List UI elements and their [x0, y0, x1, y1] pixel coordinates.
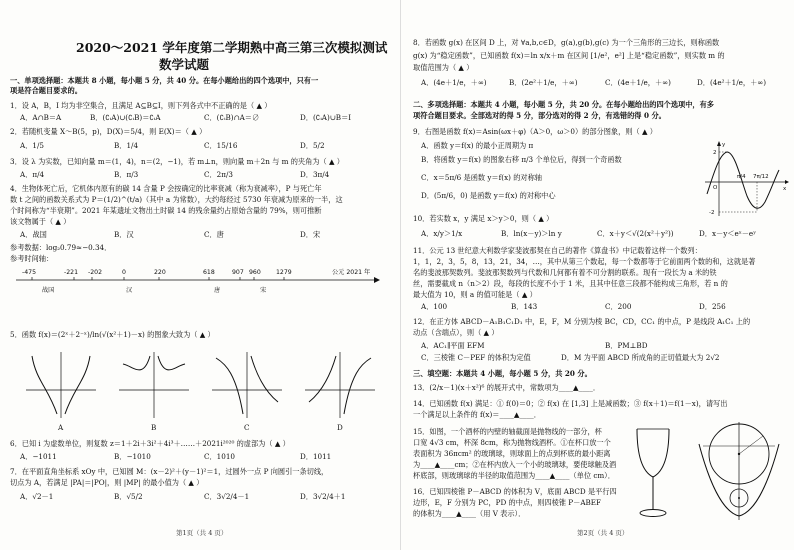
era-label: 宋 — [260, 287, 267, 294]
tick-label: 960 — [249, 269, 261, 276]
page-2-footer: 第2页（共 4 页） — [577, 529, 629, 537]
q7-option-c: C．3√2/4－1 — [204, 492, 250, 501]
q9-option-c: C．x＝5π/6 是函数 y＝f(x) 的对称轴 — [421, 173, 542, 182]
q7-stem-2: 切点为 A，若满足 |PA|＝|PO|，则 |MP| 的最小值为（ ▲ ） — [10, 478, 204, 487]
q11-stem-3: 名的斐波那契数列。斐波那契数列与代数和几何都有着不可分割的联系。现有一段长为 a 米的铁 — [413, 268, 717, 277]
era-label: 汉 — [126, 287, 133, 294]
q1-option-b: B．(∁ᵢA)∪(∁ᵢB)＝∁ᵢA — [90, 113, 161, 122]
q8-option-b: B．(2e²＋1/e，＋∞) — [509, 78, 578, 87]
timeline-end-label: 公元 2021 年 — [332, 269, 371, 276]
q7-option-b: B．√5/2 — [114, 492, 143, 501]
q1-option-c: C．(∁ᵢB)∩A＝∅ — [204, 113, 260, 122]
q3-option-c: C．2π/3 — [204, 170, 233, 179]
axis-label-y: y — [722, 142, 726, 148]
q11-option-b: B．143 — [511, 302, 538, 311]
q4-timeline — [14, 264, 384, 298]
q10-stem: 10．若实数 x，y 满足 x＞y＞0，则（ ▲ ） — [413, 214, 554, 223]
q4-stem-2: 数 t 之间的函数关系式为 P＝(1/2)^(t/a)（其中 a 为常数），大约每经过 5730 年衰减为原来的一半，这 — [10, 195, 343, 204]
q15-stem-4: 为____▲____cm；②在杯内放入一个小的玻璃球，要使球触及酒 — [413, 460, 617, 469]
q11-option-d: D．256 — [699, 302, 726, 311]
q4-option-c: C．唐 — [204, 230, 224, 239]
q15-wine-glass-figure — [633, 425, 673, 521]
q8-option-a: A．(4e＋1/e，＋∞) — [421, 78, 487, 87]
tick-label: 220 — [154, 269, 166, 276]
era-label: 战国 — [42, 287, 55, 294]
section-2-heading-cont: 项符合题目要求。全部选对的得 5 分，部分选对的得 2 分，有选错的得 0 分。 — [413, 111, 666, 120]
q16-stem-1: 16．已知四棱锥 P－ABCD 的体积为 V，底面 ABCD 是平行四 — [413, 487, 617, 496]
q12-stem-2: 动点（含端点），则（ ▲ ） — [413, 328, 499, 337]
q11-stem-5: 最大值为 10，则 a 的值可能是（ ▲ ） — [413, 290, 537, 299]
q6-stem: 6．已知 i 为虚数单位，则复数 z＝1＋2i＋3i²＋4i³＋……＋2021i²⁰²⁰ 的虚部为（ ▲ ） — [10, 439, 290, 448]
q4-stem-4: 该文物属于（ ▲ ） — [10, 217, 71, 226]
section-1-heading-cont: 项是符合题目要求的。 — [10, 86, 82, 95]
q7-stem-1: 7．在平面直角坐标系 xOy 中，已知圆 M：(x－2)²＋(y－1)²＝1，过圆外一点 P 向圆引一条切线， — [10, 467, 329, 476]
q2-stem: 2．若随机变量 X～B(5，p)，D(X)＝5/4，则 E(X)＝（ ▲ ） — [10, 127, 207, 136]
q9-option-d: D．(5π/6，0) 是函数 y＝f(x) 的对称中心 — [421, 191, 556, 200]
q9-sine-graph — [701, 140, 789, 220]
q16-stem-2: 边形，E，F 分别为 PC，PD 的中点，则四棱锥 P－ABEF — [413, 498, 602, 507]
q1-option-a: A．A∩B＝A — [20, 113, 62, 122]
q14-stem-2: 一个满足以上条件的 f(x)＝____▲____． — [413, 410, 541, 419]
q5-option-b: B — [151, 423, 157, 432]
q14-stem-1: 14．已知函数 f(x) 满足：① f(0)＝0；② f(x) 在 [1,3] 上是减函数；③ f(x＋1)＝f(1－x)，请写出 — [413, 399, 728, 408]
q16-stem-3: 的体积为____▲____（用 V 表示）． — [413, 509, 526, 518]
q4-stem-1: 4．生物体死亡后，它机体内原有的碳 14 含量 P 会按确定的比率衰减（称为衰减率），P 与死亡年 — [10, 184, 322, 193]
q8-stem-1: 8．若函数 g(x) 在区间 D 上，对 ∀a,b,c∈D，g(a),g(b),g(c) 为一个三角形的三边长，则称函数 — [413, 38, 720, 47]
q8-stem-2: g(x) 为“稳定函数”，已知函数 f(x)＝ln x/x＋m 在区间 [1/e²，e²] 上是“稳定函数”，则实数 m 的 — [413, 51, 725, 60]
axis-value-neg2: -2 — [709, 210, 715, 216]
page-1 — [4, 0, 396, 550]
q9-stem: 9．右图是函数 f(x)＝Asin(ωx＋φ)（A＞0，ω＞0）的部分图象，则（ ▲ ） — [413, 127, 657, 136]
q6-option-b: B．−1010 — [114, 452, 151, 461]
q5-graph-b — [117, 350, 191, 420]
q1-option-d: D．(∁ᵢA)∪B＝I — [300, 113, 352, 122]
tick-label: -221 — [64, 269, 79, 276]
tick-label: 1279 — [276, 269, 292, 276]
section-1-heading: 一、单项选择题：本题共 8 小题，每小题 5 分，共 40 分。在每小题给出的四个选项中，只有一 — [10, 76, 319, 85]
q5-graph-c — [210, 350, 284, 420]
q15-stem-3: 表面积为 36πcm² 的玻璃球，则球面上的点到杯底的最小距离 — [413, 449, 611, 458]
section-2-heading: 二、多项选择题：本题共 4 小题，每小题 5 分，共 20 分。在每小题给出的四个选项中，有多 — [413, 100, 714, 109]
q3-option-b: B．π/3 — [114, 170, 139, 179]
q3-option-d: D．3π/4 — [300, 170, 330, 179]
q7-option-a: A．√2－1 — [20, 492, 54, 501]
q4-timeline-label: 参考时间轴： — [10, 254, 54, 263]
q10-option-c: C．x＋y＜√(2(x²＋y²)) — [597, 229, 674, 238]
q9-option-a: A．函数 y＝f(x) 的最小正周期为 π — [421, 141, 534, 150]
exam-title: 2020～2021 学年度第二学期熟中高三第三次模拟测试 — [76, 40, 388, 55]
section-3-heading: 三、填空题：本题共 4 小题，每小题 5 分，共 20 分。 — [413, 369, 592, 378]
q4-stem-3: 个时间称为“半衰期”。2021 年某遗址文物出土时碳 14 的残余量约占原始含量的 79%，则可推断 — [10, 206, 322, 215]
q12-option-a: A．AC₁∥平面 EFM — [421, 341, 485, 350]
q15-stem-1: 15．如图，一个酒杯的内壁的轴截面是抛物线的一部分，杯 — [413, 427, 602, 436]
q4-option-b: B．汉 — [114, 230, 134, 239]
q3-option-a: A．π/4 — [20, 170, 45, 179]
q5-option-d: D — [337, 423, 343, 432]
q8-option-d: D．(4e²＋1/e，＋∞) — [697, 78, 767, 87]
axis-value-2: 2 — [713, 150, 717, 156]
q5-option-c: C — [244, 423, 250, 432]
q6-option-c: C．1010 — [204, 452, 235, 461]
axis-label-x: x — [783, 186, 787, 192]
q11-option-a: A．100 — [421, 302, 448, 311]
tick-label: -475 — [22, 269, 37, 276]
q8-option-c: C．(4e＋1/e，＋∞) — [605, 78, 671, 87]
q13-stem: 13．(2/x－1)(x＋x²)⁶ 的展开式中，常数项为____▲____． — [413, 383, 601, 392]
q2-option-c: C．15/16 — [204, 141, 238, 150]
q6-option-a: A．−1011 — [20, 452, 57, 461]
q6-option-d: D．1011 — [300, 452, 332, 461]
q3-stem: 3．设 λ 为实数，已知向量 m＝(1，4)，n＝(2，−1)，若 m⊥n，则向量 m＋2n 与 m 的夹角为（ ▲ ） — [10, 157, 344, 166]
q11-stem-2: 1，1，2，3，5，8，13，21，34，…，其中从第三个数起，每一个数都等于它前面两个数的和，这就是著 — [413, 257, 756, 266]
q5-graph-d — [303, 350, 377, 420]
q12-option-c: C．三棱锥 C－PEF 的体积为定值 — [421, 353, 531, 362]
q5-graph-a — [24, 350, 98, 420]
q15-stem-2: 口宽 4√3 cm，杯深 8cm，称为抛物线酒杯。①在杯口放一个 — [413, 438, 611, 447]
q15-parabola-circle-figure — [691, 420, 787, 524]
page-2 — [400, 0, 793, 550]
tick-label: 0 — [122, 269, 126, 276]
q7-option-d: D．3√2/4＋1 — [300, 492, 346, 501]
exam-subtitle: 数学试题 — [159, 57, 210, 72]
x-tick-pi-4: π/4 — [737, 174, 746, 180]
q12-stem-1: 12．在正方体 ABCD－A₁B₁C₁D₁ 中，E，F，M 分别为棱 BC，CD，CC₁ 的中点，P 是线段 A₁C₁ 上的 — [413, 317, 751, 326]
tick-label: -202 — [88, 269, 103, 276]
q4-reference-data: 参考数据：log₂0.79≈−0.34． — [10, 243, 112, 252]
q12-option-b: B．PM⊥BD — [605, 341, 648, 350]
tick-label: 907 — [232, 269, 244, 276]
era-label: 唐 — [214, 287, 221, 294]
q11-option-c: C．200 — [605, 302, 632, 311]
q12-option-d: D．M 为平面 ABCD 所成角的正切值最大为 2√2 — [561, 353, 720, 362]
q2-option-d: D．5/2 — [300, 141, 325, 150]
q8-stem-3: 取值范围为（ ▲ ） — [413, 63, 474, 72]
q1-stem: 1．设 A，B，I 均为非空集合，且满足 A⊆B⊆I，则下列各式中不正确的是（ ▲ ） — [10, 101, 272, 110]
tick-label: 618 — [203, 269, 215, 276]
q4-option-a: A．战国 — [20, 230, 47, 239]
q11-stem-1: 11．公元 13 世纪意大利数学家斐波那契在自己的著作《算盘书》中记载着这样一个数列： — [413, 246, 702, 255]
q2-option-b: B．1/4 — [114, 141, 139, 150]
x-tick-7pi-12: 7π/12 — [753, 174, 769, 180]
q5-option-a: A — [58, 423, 64, 432]
q9-option-b: B．将函数 y＝f(x) 的图象右移 π/3 个单位后，得到一个奇函数 — [421, 155, 622, 164]
page-1-footer: 第1页（共 4 页） — [176, 529, 228, 537]
q10-option-b: B．ln(x－y)＞ln y — [501, 229, 562, 238]
q5-stem: 5．函数 f(x)＝(2ˣ＋2⁻ˣ)/ln(√(x²＋1)－x) 的图象大致为（ ▲ ） — [10, 330, 215, 339]
q11-stem-4: 丝，需要截成 n（n＞2）段，每段的长度不小于 1 米，且其中任意三段都不能构成三角形，若 n 的 — [413, 279, 728, 288]
q4-option-d: D．宋 — [300, 230, 321, 239]
q10-option-a: A．x/y＞1/x — [421, 229, 463, 238]
origin-label: O — [713, 185, 718, 191]
q15-stem-5: 杯底部，则玻璃球的半径的取值范围为____▲____（单位 cm）． — [413, 471, 615, 480]
q10-option-d: D．x－y＜eˣ－eʸ — [699, 229, 757, 238]
q2-option-a: A．1/5 — [20, 141, 44, 150]
